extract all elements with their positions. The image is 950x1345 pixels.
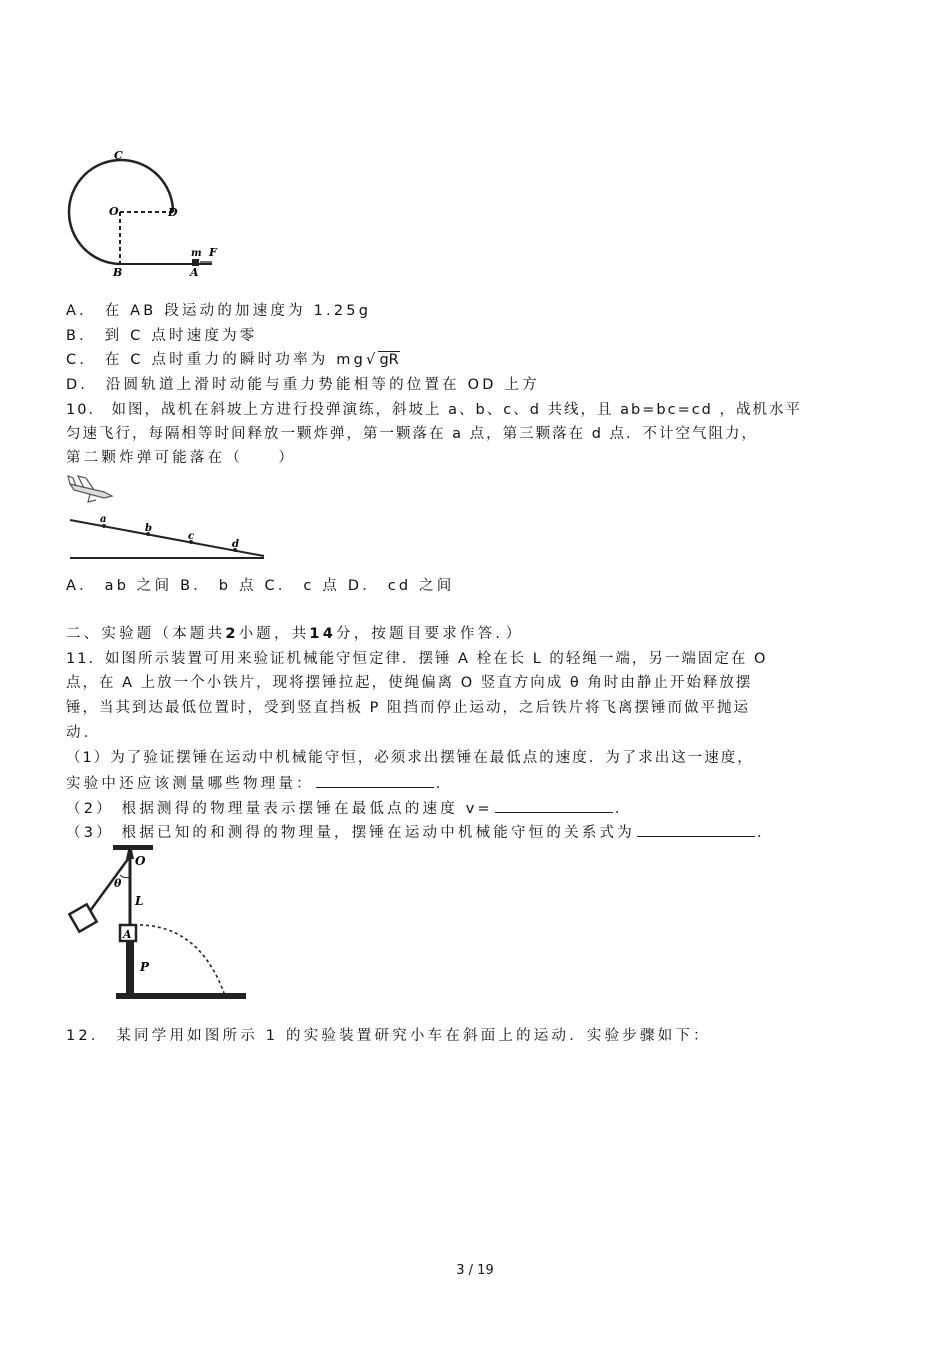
section-2-prefix: 二、实验题（本题共 xyxy=(66,626,226,642)
loop-track-figure xyxy=(62,145,232,280)
label-c: C xyxy=(114,149,123,162)
q11-sub3-text: （3） 根据已知的和测得的物理量，摆锤在运动中机械能守恒的关系式为 xyxy=(66,825,635,841)
section-2-middle: 小题，共 xyxy=(238,626,310,642)
q10-line-1: 10． 如图，战机在斜坡上方进行投弹演练，斜坡上 a、b、c、d 共线，且 ab=bc=cd ，战机水平 xyxy=(66,402,803,418)
label-d: d xyxy=(232,539,239,550)
label-a: A xyxy=(123,928,132,941)
answer-blank-3[interactable] xyxy=(637,822,755,837)
pendulum-figure xyxy=(68,845,250,1005)
q9-option-c-text: C． 在 C 点时重力的瞬时功率为 mg xyxy=(66,352,367,368)
q10-options: A． ab 之间 B． b 点 C． c 点 D． cd 之间 xyxy=(66,578,455,594)
label-p: P xyxy=(140,960,150,974)
q11-line-2: 点，在 A 上放一个小铁片，现将摆锤拉起，使绳偏离 O 竖直方向成 θ 角时由静止开始释放摆 xyxy=(66,675,753,691)
answer-blank-1[interactable] xyxy=(316,773,434,788)
q11-line-3: 锤，当其到达最低位置时，受到竖直挡板 P 阻挡而停止运动，之后铁片将飞离摆锤而做平抛运 xyxy=(66,700,750,716)
q9-option-d: D． 沿圆轨道上滑时动能与重力势能相等的位置在 OD 上方 xyxy=(66,377,540,393)
label-c: c xyxy=(188,531,195,542)
q11-sub3: （3） 根据已知的和测得的物理量，摆锤在运动中机械能守恒的关系式为 ． xyxy=(66,822,775,842)
section-2-count: 2 xyxy=(225,626,239,642)
airplane-icon xyxy=(68,476,112,502)
floor-bar xyxy=(116,993,246,999)
section-2-points: 14 xyxy=(309,626,337,642)
section-2-suffix: 分，按题目要求作答．） xyxy=(336,626,524,642)
sqrt-symbol: √ xyxy=(366,352,379,368)
q11-sub2: （2） 根据测得的物理量表示摆锤在最低点的速度 v= ． xyxy=(66,798,633,818)
q11-line-4: 动． xyxy=(66,725,102,741)
answer-blank-2[interactable] xyxy=(495,798,613,813)
label-a: a xyxy=(100,514,107,525)
section-2-heading xyxy=(66,625,523,643)
bombing-slope-figure xyxy=(64,470,274,565)
label-d: D xyxy=(168,206,178,219)
label-o: O xyxy=(109,205,119,218)
q10-line-3: 第二颗炸弹可能落在（ ） xyxy=(66,450,297,466)
q11-sub1-line-1: （1）为了验证摆锤在运动中机械能守恒，必须求出摆锤在最低点的速度．为了求出这一速度， xyxy=(66,750,754,766)
q11-line-1: 11．如图所示装置可用来验证机械能守恒定律．摆锤 A 栓在长 L 的轻绳一端，另一端固定在 O xyxy=(66,651,768,667)
pendulum-string-tilted xyxy=(90,859,128,911)
sqrt-radicand: gR xyxy=(379,352,399,368)
label-o: O xyxy=(135,854,146,868)
label-b: b xyxy=(145,523,152,534)
q11-sub1-text: 实验中还应该测量哪些物理量： xyxy=(66,776,314,792)
label-b: B xyxy=(113,266,123,279)
ceiling-bar xyxy=(113,845,153,850)
label-m: m xyxy=(191,248,202,259)
q9-option-c xyxy=(66,351,400,369)
baffle-p xyxy=(126,941,134,997)
q11-sub1-line-2: 实验中还应该测量哪些物理量： ． xyxy=(66,773,454,793)
label-f: F xyxy=(209,246,217,259)
block-m xyxy=(192,259,199,266)
label-theta: θ xyxy=(114,877,122,890)
q12-line-1: 12． 某同学用如图所示 1 的实验装置研究小车在斜面上的运动．实验步骤如下： xyxy=(66,1028,711,1044)
label-l: L xyxy=(135,894,144,908)
q10-line-2: 匀速飞行，每隔相等时间释放一颗炸弹，第一颗落在 a 点，第三颗落在 d 点．不计空气阻力， xyxy=(66,426,759,442)
label-a: A xyxy=(190,266,199,279)
page-number: 3 / 19 xyxy=(456,1263,494,1278)
projectile-path xyxy=(134,925,224,993)
q9-option-a: A． 在 AB 段运动的加速度为 1.25g xyxy=(66,303,372,319)
q11-sub2-text: （2） 根据测得的物理量表示摆锤在最低点的速度 v= xyxy=(66,801,493,817)
pivot-hook xyxy=(126,850,134,859)
q9-option-b: B． 到 C 点时速度为零 xyxy=(66,328,258,344)
